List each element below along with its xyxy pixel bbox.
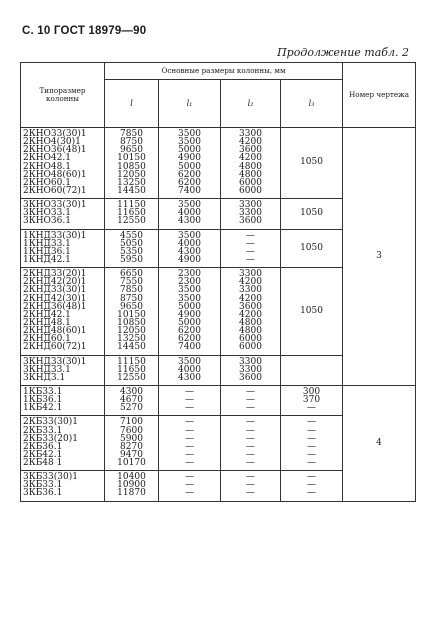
cell-l1-value: 3500 (178, 356, 201, 367)
header-column-type: Типоразмер колонны (21, 63, 105, 128)
cell-l1-value: 5000 (178, 161, 201, 172)
cell-l2-value: 4800 (239, 169, 262, 180)
cell-column-type-value: 3КНД33(30)1 (23, 356, 87, 367)
cell-l3-value: — (307, 433, 317, 444)
cell-l1-value: 4000 (178, 238, 201, 249)
cell-l1-value: 3500 (178, 285, 201, 296)
cell-l1-value: 6200 (178, 177, 201, 188)
cell-l2-value: — (246, 254, 255, 265)
cell-l3-value: — (307, 425, 317, 436)
cell-l-value: 10170 (117, 458, 146, 469)
cell-l1-value: 2300 (178, 269, 201, 280)
cell-l1 (159, 229, 221, 268)
cell-column-type-value: 3КНО33(30)1 (23, 200, 87, 211)
cell-column-type-value: 2КНД36(48)1 (23, 301, 87, 312)
cell-l1-value: 3500 (178, 293, 201, 304)
cell-l (105, 128, 159, 199)
cell-l1-value: 3500 (178, 200, 201, 211)
cell-l-value: 10150 (117, 153, 146, 164)
cell-l2-value: — (246, 472, 255, 483)
cell-l1-value: 4900 (178, 254, 201, 265)
cell-l1-value: 7400 (178, 185, 201, 196)
cell-l-value: 10850 (117, 317, 146, 328)
cell-l1-value: — (185, 449, 194, 460)
cell-l2-value: — (246, 449, 255, 460)
cell-l1-value: — (185, 441, 194, 452)
cell-l1-value: 4300 (178, 246, 201, 257)
cell-l3 (281, 355, 343, 385)
cell-l1-value: 3500 (178, 137, 201, 148)
cell-column-type-value: 3КБ33.1 (23, 480, 63, 491)
cell-l2-value: — (246, 246, 255, 257)
cell-l1-value: 4900 (178, 153, 201, 164)
cell-l-value: 14450 (117, 342, 146, 353)
cell-l (105, 355, 159, 385)
cell-column-type (21, 229, 105, 268)
cell-l1-value: 2300 (178, 277, 201, 288)
cell-l1-value: — (185, 488, 194, 499)
cell-l2-value: 3600 (239, 301, 262, 312)
cell-l1-value: — (185, 433, 194, 444)
cell-column-type (21, 268, 105, 355)
cell-l2-value: 3300 (239, 129, 262, 139)
cell-l (105, 268, 159, 355)
cell-l-value: 10150 (117, 309, 146, 320)
cell-l-value: 7600 (120, 425, 143, 436)
cell-l2-value: — (246, 417, 255, 428)
cell-column-type (21, 416, 105, 471)
cell-l1 (159, 385, 221, 415)
cell-column-type-value: 3КНД3.1 (23, 372, 66, 383)
cell-l (105, 229, 159, 268)
cell-l1-value: 4300 (178, 372, 201, 383)
cell-l3: 1050 (281, 199, 343, 229)
cell-l3 (281, 416, 343, 471)
cell-l-value: 4670 (120, 395, 143, 406)
cell-l1-value: — (185, 480, 194, 491)
cell-column-type-value: 2КНО48.1 (23, 161, 71, 172)
cell-l1-value: — (185, 425, 194, 436)
cell-column-type-value: 3КНО36.1 (23, 216, 71, 227)
cell-l-value: 5350 (120, 246, 143, 257)
cell-l2-value: — (246, 441, 255, 452)
cell-l2-value: — (246, 458, 255, 469)
cell-l2 (221, 416, 281, 471)
cell-column-type (21, 128, 105, 199)
cell-l3: 1050 (281, 229, 343, 268)
cell-l-value: 8270 (120, 441, 143, 452)
cell-l2-value: 4200 (239, 277, 262, 288)
cell-l (105, 416, 159, 471)
cell-l2-value: 6000 (239, 334, 262, 345)
cell-l1 (159, 268, 221, 355)
cell-l1-value: 4900 (178, 309, 201, 320)
cell-l-value: 9650 (120, 301, 143, 312)
cell-l2-value: 4800 (239, 161, 262, 172)
cell-l-value: 11650 (117, 208, 146, 219)
cell-l1 (159, 355, 221, 385)
cell-l3-value: — (307, 458, 317, 469)
cell-column-type-value: 2КНО4(30)1 (23, 137, 81, 148)
header-l2: l₂ (221, 80, 281, 128)
cell-l3 (281, 471, 343, 501)
cell-l2-value: — (246, 230, 255, 241)
cell-column-type (21, 385, 105, 415)
cell-l2-value: — (246, 480, 255, 491)
cell-l-value: 12550 (117, 372, 146, 383)
cell-l2-value: — (246, 488, 255, 499)
table-row-group (21, 128, 416, 199)
cell-l2 (221, 229, 281, 268)
cell-l2-value: 4200 (239, 137, 262, 148)
cell-column-type-value: 2КНД48(60)1 (23, 326, 87, 337)
cell-l-value: 13250 (117, 177, 146, 188)
cell-column-type-value: 2КНД42(20)1 (23, 277, 87, 288)
cell-l-value: 7850 (120, 129, 143, 139)
cell-l2 (221, 128, 281, 199)
cell-l2-value: 3300 (239, 285, 262, 296)
cell-l2-value: 3300 (239, 200, 262, 211)
cell-l2-value: 3600 (239, 372, 262, 383)
cell-column-type (21, 199, 105, 229)
cell-column-type-value: 2КНО60.1 (23, 177, 71, 188)
cell-column-type (21, 471, 105, 501)
cell-l-value: 4300 (120, 386, 143, 397)
cell-column-type-value: 2КБ36.1 (23, 441, 63, 452)
cell-l1-value: — (185, 458, 194, 469)
cell-l-value: 7100 (120, 417, 143, 428)
cell-l2-value: 3300 (239, 364, 262, 375)
cell-column-type-value: 2КБ42.1 (23, 449, 63, 460)
cell-l-value: 4550 (120, 230, 143, 241)
cell-l1-value: 4000 (178, 364, 201, 375)
cell-l2-value: 3600 (239, 145, 262, 156)
column-dimensions-table (20, 62, 416, 502)
cell-column-type-value: 2КНД33(20)1 (23, 269, 87, 280)
cell-l-value: 11650 (117, 364, 146, 375)
cell-l3-value: 370 (302, 395, 321, 406)
cell-l2-value: — (246, 395, 255, 406)
cell-drawing-number: 4 (343, 385, 416, 501)
cell-l2-value: 3600 (239, 216, 262, 227)
cell-l1 (159, 199, 221, 229)
cell-l3-value: — (307, 449, 317, 460)
cell-column-type-value: 3КНД33.1 (23, 364, 71, 375)
cell-column-type-value: 2КНД48.1 (23, 317, 71, 328)
cell-l3-value: — (307, 417, 317, 428)
cell-column-type-value: 2КБ33(20)1 (23, 433, 78, 444)
header-l1: l₁ (159, 80, 221, 128)
cell-column-type-value: 1КБ33.1 (23, 386, 63, 397)
cell-l1-value: 6200 (178, 169, 201, 180)
cell-column-type-value: 1КБ42.1 (23, 403, 63, 414)
cell-column-type-value: 2КНД42.1 (23, 309, 71, 320)
cell-l2-value: 6000 (239, 185, 262, 196)
cell-l1-value: — (185, 386, 194, 397)
table-row-group (21, 385, 416, 415)
cell-l1-value: 6200 (178, 334, 201, 345)
cell-column-type (21, 355, 105, 385)
cell-l1 (159, 471, 221, 501)
cell-column-type-value: 2КНД60(72)1 (23, 342, 87, 353)
cell-l (105, 199, 159, 229)
page-header: С. 10 ГОСТ 18979—90 (22, 25, 147, 37)
cell-l2-value: — (246, 238, 255, 249)
cell-drawing-number: 3 (343, 128, 416, 386)
cell-l1-value: 5000 (178, 317, 201, 328)
cell-column-type-value: 2КНО42.1 (23, 153, 71, 164)
cell-l-value: 5270 (120, 403, 143, 414)
cell-column-type-value: 2КНД33(30)1 (23, 285, 87, 296)
header-main-dimensions: Основные размеры колонны, мм (105, 63, 343, 80)
cell-l1-value: — (185, 417, 194, 428)
cell-l-value: 5900 (120, 433, 143, 444)
cell-l2-value: 4800 (239, 326, 262, 337)
cell-l2-value: — (246, 425, 255, 436)
cell-l1 (159, 128, 221, 199)
cell-l3 (281, 385, 343, 415)
cell-l-value: 5950 (120, 254, 143, 265)
cell-column-type-value: 3КБ36.1 (23, 488, 63, 499)
cell-l-value: 10900 (117, 480, 146, 491)
cell-l-value: 11150 (117, 356, 146, 367)
cell-l1-value: — (185, 395, 194, 406)
cell-l1-value: 3500 (178, 129, 201, 139)
cell-column-type-value: 3КНО33.1 (23, 208, 71, 219)
cell-l2-value: 4200 (239, 309, 262, 320)
header-l3: l₃ (281, 80, 343, 128)
cell-l-value: 9470 (120, 449, 143, 460)
cell-l1-value: 4000 (178, 208, 201, 219)
cell-l1-value: 7400 (178, 342, 201, 353)
cell-column-type-value: 2КНО36(48)1 (23, 145, 87, 156)
cell-l-value: 13250 (117, 334, 146, 345)
cell-l2-value: — (246, 433, 255, 444)
cell-l-value: 10850 (117, 161, 146, 172)
cell-column-type-value: 2КБ33.1 (23, 425, 63, 436)
cell-l3-value: — (307, 488, 317, 499)
cell-l-value: 5050 (120, 238, 143, 249)
cell-l-value: 12050 (117, 169, 146, 180)
cell-column-type-value: 2КБ33(30)1 (23, 417, 78, 428)
cell-l3-value: 300 (302, 386, 321, 397)
cell-l-value: 10400 (117, 472, 146, 483)
cell-l-value: 14450 (117, 185, 146, 196)
cell-l2-value: 3300 (239, 208, 262, 219)
cell-l3-value: — (307, 472, 317, 483)
cell-l1 (159, 416, 221, 471)
cell-l3: 1050 (281, 268, 343, 355)
cell-column-type-value: 1КНД42.1 (23, 254, 71, 265)
cell-l2 (221, 268, 281, 355)
cell-l-value: 9650 (120, 145, 143, 156)
cell-l3: 1050 (281, 128, 343, 199)
cell-l (105, 385, 159, 415)
cell-l2-value: — (246, 386, 255, 397)
cell-l1-value: — (185, 472, 194, 483)
cell-l2 (221, 471, 281, 501)
cell-l1-value: 4300 (178, 216, 201, 227)
cell-column-type-value: 1КНД36.1 (23, 246, 71, 257)
cell-column-type-value: 1КНД33.1 (23, 238, 71, 249)
cell-l1-value: 3500 (178, 230, 201, 241)
cell-l-value: 12550 (117, 216, 146, 227)
cell-l1-value: — (185, 403, 194, 414)
cell-l2 (221, 385, 281, 415)
cell-l2-value: — (246, 403, 255, 414)
cell-l3-value: — (307, 480, 317, 491)
cell-column-type-value: 2КНО48(60)1 (23, 169, 87, 180)
cell-column-type-value: 3КБ33(30)1 (23, 472, 78, 483)
cell-l3-value: — (307, 403, 317, 414)
cell-column-type-value: 2КНД42(30)1 (23, 293, 87, 304)
cell-l2-value: 4200 (239, 293, 262, 304)
cell-l2-value: 4800 (239, 317, 262, 328)
cell-l-value: 6650 (120, 269, 143, 280)
cell-l-value: 7850 (120, 285, 143, 296)
cell-l-value: 8750 (120, 293, 143, 304)
cell-column-type-value: 2КБ48 1 (23, 458, 63, 469)
table-continuation-label: Продолжение табл. 2 (277, 46, 409, 59)
cell-l2-value: 4200 (239, 153, 262, 164)
cell-l2 (221, 355, 281, 385)
cell-column-type-value: 2КНО33(30)1 (23, 129, 87, 139)
cell-column-type-value: 1КБ36.1 (23, 395, 63, 406)
cell-l2-value: 3300 (239, 269, 262, 280)
cell-column-type-value: 2КНД60.1 (23, 334, 71, 345)
cell-l2 (221, 199, 281, 229)
header-l: l (105, 80, 159, 128)
cell-l1-value: 5000 (178, 301, 201, 312)
header-drawing-number: Номер чертежа (343, 63, 416, 128)
cell-l3-value: — (307, 441, 317, 452)
cell-l (105, 471, 159, 501)
cell-l2-value: 6000 (239, 177, 262, 188)
cell-l-value: 12050 (117, 326, 146, 337)
cell-l2-value: 3300 (239, 356, 262, 367)
cell-l-value: 11150 (117, 200, 146, 211)
cell-l1-value: 5000 (178, 145, 201, 156)
cell-l1-value: 6200 (178, 326, 201, 337)
cell-l-value: 8750 (120, 137, 143, 148)
cell-l-value: 7550 (120, 277, 143, 288)
cell-column-type-value: 2КНО60(72)1 (23, 185, 87, 196)
cell-l2-value: 6000 (239, 342, 262, 353)
cell-l-value: 11870 (117, 488, 146, 499)
cell-column-type-value: 1КНД33(30)1 (23, 230, 87, 241)
